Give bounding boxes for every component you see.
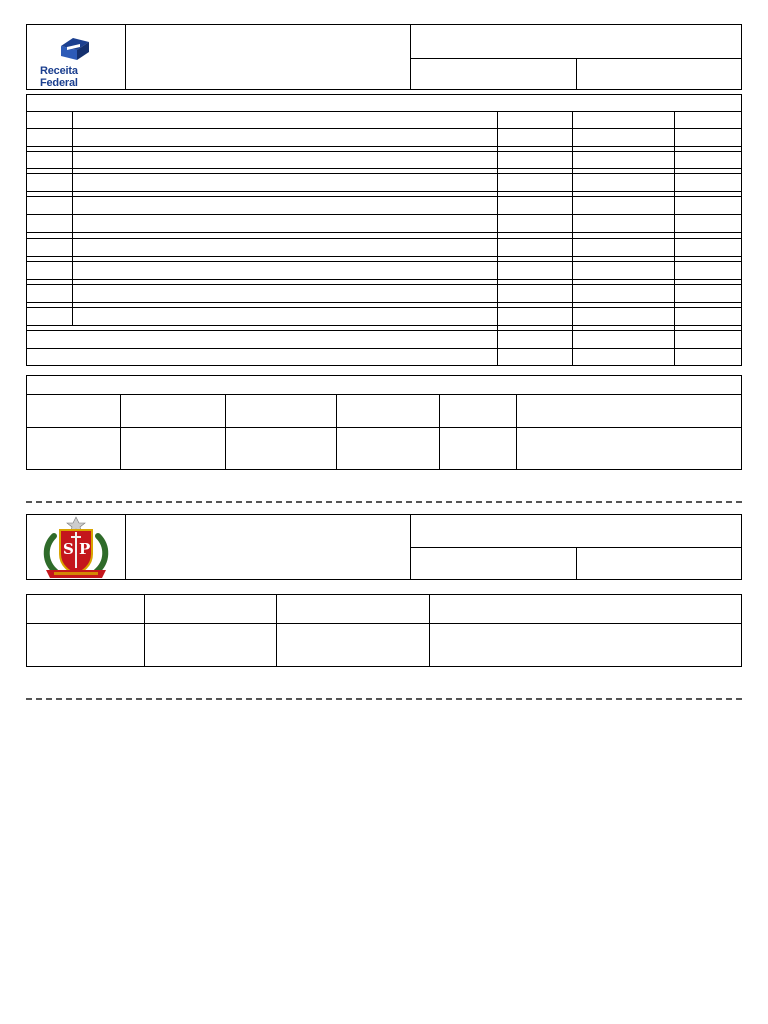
cut-line-1	[26, 501, 742, 503]
sao-paulo-coat-of-arms-icon	[40, 516, 112, 580]
sp-letter-s: S	[63, 540, 74, 558]
receita-federal-emblem-icon	[58, 36, 92, 62]
cut-line-2	[26, 698, 742, 700]
sp-summary-table	[26, 594, 742, 667]
receita-header-box	[26, 24, 742, 90]
receita-federal-logo-text: Receita Federal	[40, 65, 78, 89]
sp-letter-p: P	[79, 540, 91, 558]
receita-summary-table	[26, 375, 742, 470]
receita-federal-logo	[36, 34, 118, 89]
